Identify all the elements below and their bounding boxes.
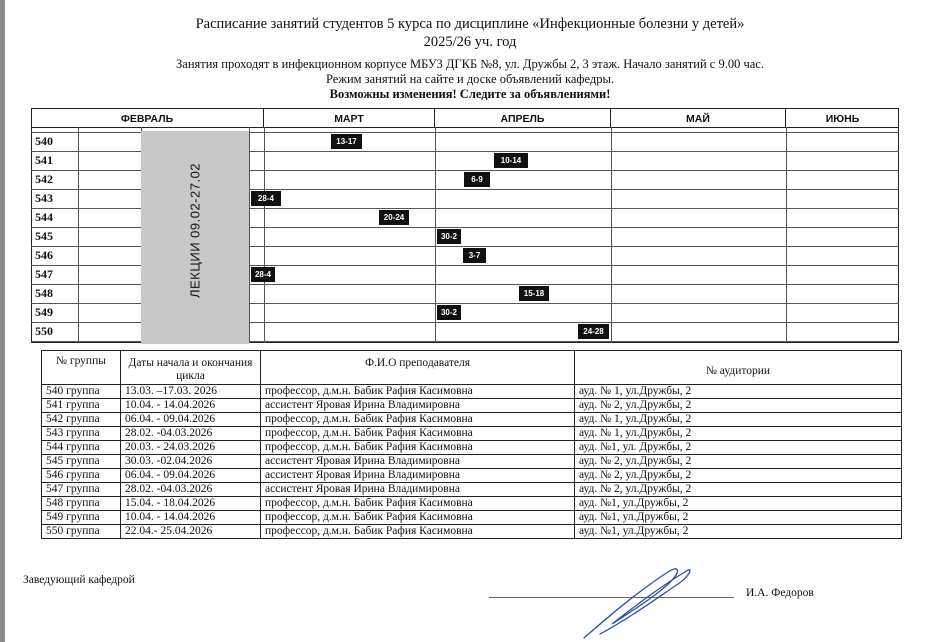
schedule-bar: 6-9 [464,172,490,187]
header-teacher: Ф.И.О преподавателя [261,351,575,385]
group-cell: 540 группа [42,385,121,399]
teacher-cell: профессор, д.м.н. Бабик Рафия Касимовна [261,385,575,399]
schedule-bar: 30-2 [437,305,461,320]
group-label: 550 [35,324,53,338]
location-note: Занятия проходят в инфекционном корпусе МБУЗ ДГКБ №8, ул. Дружбы 2, 3 этаж. Начало занятий с 9.00 час. [176,57,764,71]
room-cell: ауд. №1, ул.Дружбы, 2 [575,497,902,511]
schedule-bar: 15-18 [519,286,549,301]
schedule-bar: 10-14 [494,153,528,168]
schedule-gantt [31,108,899,343]
dates-cell: 28.02. -04.03.2026 [121,483,261,497]
group-cell: 543 группа [42,427,121,441]
group-cell: 547 группа [42,483,121,497]
teacher-cell: ассистент Яровая Ирина Владимировна [261,483,575,497]
table-row [42,469,902,483]
dates-cell: 10.04. - 14.04.2026 [121,399,261,413]
room-cell: ауд. № 1, ул.Дружбы, 2 [575,427,902,441]
table-row [42,399,902,413]
schedule-bar: 28-4 [251,267,275,282]
month-header-divider [31,127,899,128]
teacher-cell: профессор, д.м.н. Бабик Рафия Касимовна [261,497,575,511]
lectures-label: ЛЕКЦИИ 09.02-27.02 [187,162,203,299]
grid-column-line [78,127,79,343]
table-header-row [42,351,902,385]
header-dates: Даты начала и окончания цикла [121,351,261,385]
group-label: 544 [35,210,53,224]
schedule-bar: 13-17 [331,134,362,149]
grid-column-line [249,127,250,343]
room-cell: ауд. № 1, ул.Дружбы, 2 [575,385,902,399]
month-february: ФЕВРАЛЬ [31,108,264,127]
mode-note: Режим занятий на сайте и доске объявлений кафедры. [325,72,615,86]
group-cell: 541 группа [42,399,121,413]
group-label: 542 [35,172,53,186]
schedule-bar: 28-4 [251,191,281,206]
grid-column-line [611,127,612,343]
table-row [42,385,902,399]
room-cell: ауд. № 2, ул.Дружбы, 2 [575,483,902,497]
group-cell: 545 группа [42,455,121,469]
teacher-cell: ассистент Яровая Ирина Владимировна [261,469,575,483]
teacher-cell: профессор, д.м.н. Бабик Рафия Касимовна [261,427,575,441]
grid-column-line [435,127,436,343]
group-cell: 546 группа [42,469,121,483]
table-row [42,483,902,497]
signer-name: И.А. Федоров [746,587,814,599]
schedule-bar: 24-28 [578,324,609,339]
schedule-bar: 30-2 [437,229,461,244]
group-label: 541 [35,153,53,167]
teacher-cell: ассистент Яровая Ирина Владимировна [261,399,575,413]
academic-year: 2025/26 уч. год [423,34,517,50]
teacher-cell: профессор, д.м.н. Бабик Рафия Касимовна [261,511,575,525]
month-june: ИЮНЬ [825,113,860,125]
month-march: МАРТ [264,108,435,127]
changes-warning: Возможны изменения! Следите за объявлениями! [329,87,611,101]
group-label: 548 [35,286,53,300]
group-label: 540 [35,134,53,148]
header-group: № группы [42,351,121,385]
teacher-cell: профессор, д.м.н. Бабик Рафия Касимовна [261,441,575,455]
dates-cell: 15.04. - 18.04.2026 [121,497,261,511]
table-row [42,511,902,525]
group-cell: 550 группа [42,525,121,539]
dates-cell: 20.03. - 24.03.2026 [121,441,261,455]
dates-cell: 13.03. –17.03. 2026 [121,385,261,399]
table-row [42,413,902,427]
schedule-bar: 20-24 [379,210,409,225]
head-of-department-label: Заведующий кафедрой [23,574,135,586]
table-row [42,525,902,539]
teacher-cell: профессор, д.м.н. Бабик Рафия Касимовна [261,525,575,539]
table-body [42,385,902,539]
room-cell: ауд. №1, ул.Дружбы, 2 [575,511,902,525]
signature-scribble-icon [570,560,700,642]
grid-column-line [786,127,787,343]
room-cell: ауд. № 1, ул.Дружбы, 2 [575,413,902,427]
dates-cell: 30.03. -02.04.2026 [121,455,261,469]
dates-cell: 06.04. - 09.04.2026 [121,469,261,483]
table-row [42,455,902,469]
teacher-cell: профессор, д.м.н. Бабик Рафия Касимовна [261,413,575,427]
group-label: 543 [35,191,53,205]
schedule-bar: 3-7 [463,248,486,263]
month-april: АПРЕЛЬ [435,108,611,127]
group-cell: 549 группа [42,511,121,525]
teacher-cell: ассистент Яровая Ирина Владимировна [261,455,575,469]
room-cell: ауд. № 2, ул.Дружбы, 2 [575,469,902,483]
room-cell: ауд. № 2, ул.Дружбы, 2 [575,455,902,469]
group-cell: 548 группа [42,497,121,511]
lectures-block [141,131,249,344]
month-may: МАЙ [611,108,786,127]
group-label: 546 [35,248,53,262]
dates-cell: 06.04. - 09.04.2026 [121,413,261,427]
group-label: 545 [35,229,53,243]
groups-table [41,350,902,539]
dates-cell: 22.04.- 25.04.2026 [121,525,261,539]
page-edge [0,0,5,642]
room-cell: ауд. №1, ул. Дружбы, 2 [575,441,902,455]
grid-column-line [264,127,265,343]
table-row [42,497,902,511]
dates-cell: 10.04. - 14.04.2026 [121,511,261,525]
group-cell: 542 группа [42,413,121,427]
document-title: Расписание занятий студентов 5 курса по дисциплине «Инфекционные болезни у детей» [195,16,745,32]
table-row [42,427,902,441]
table-row [42,441,902,455]
group-label: 547 [35,267,53,281]
dates-cell: 28.02. -04.03.2026 [121,427,261,441]
group-label: 549 [35,305,53,319]
header-room: № аудитории [575,351,902,385]
room-cell: ауд. № 2, ул.Дружбы, 2 [575,399,902,413]
group-cell: 544 группа [42,441,121,455]
room-cell: ауд. №1, ул.Дружбы, 2 [575,525,902,539]
